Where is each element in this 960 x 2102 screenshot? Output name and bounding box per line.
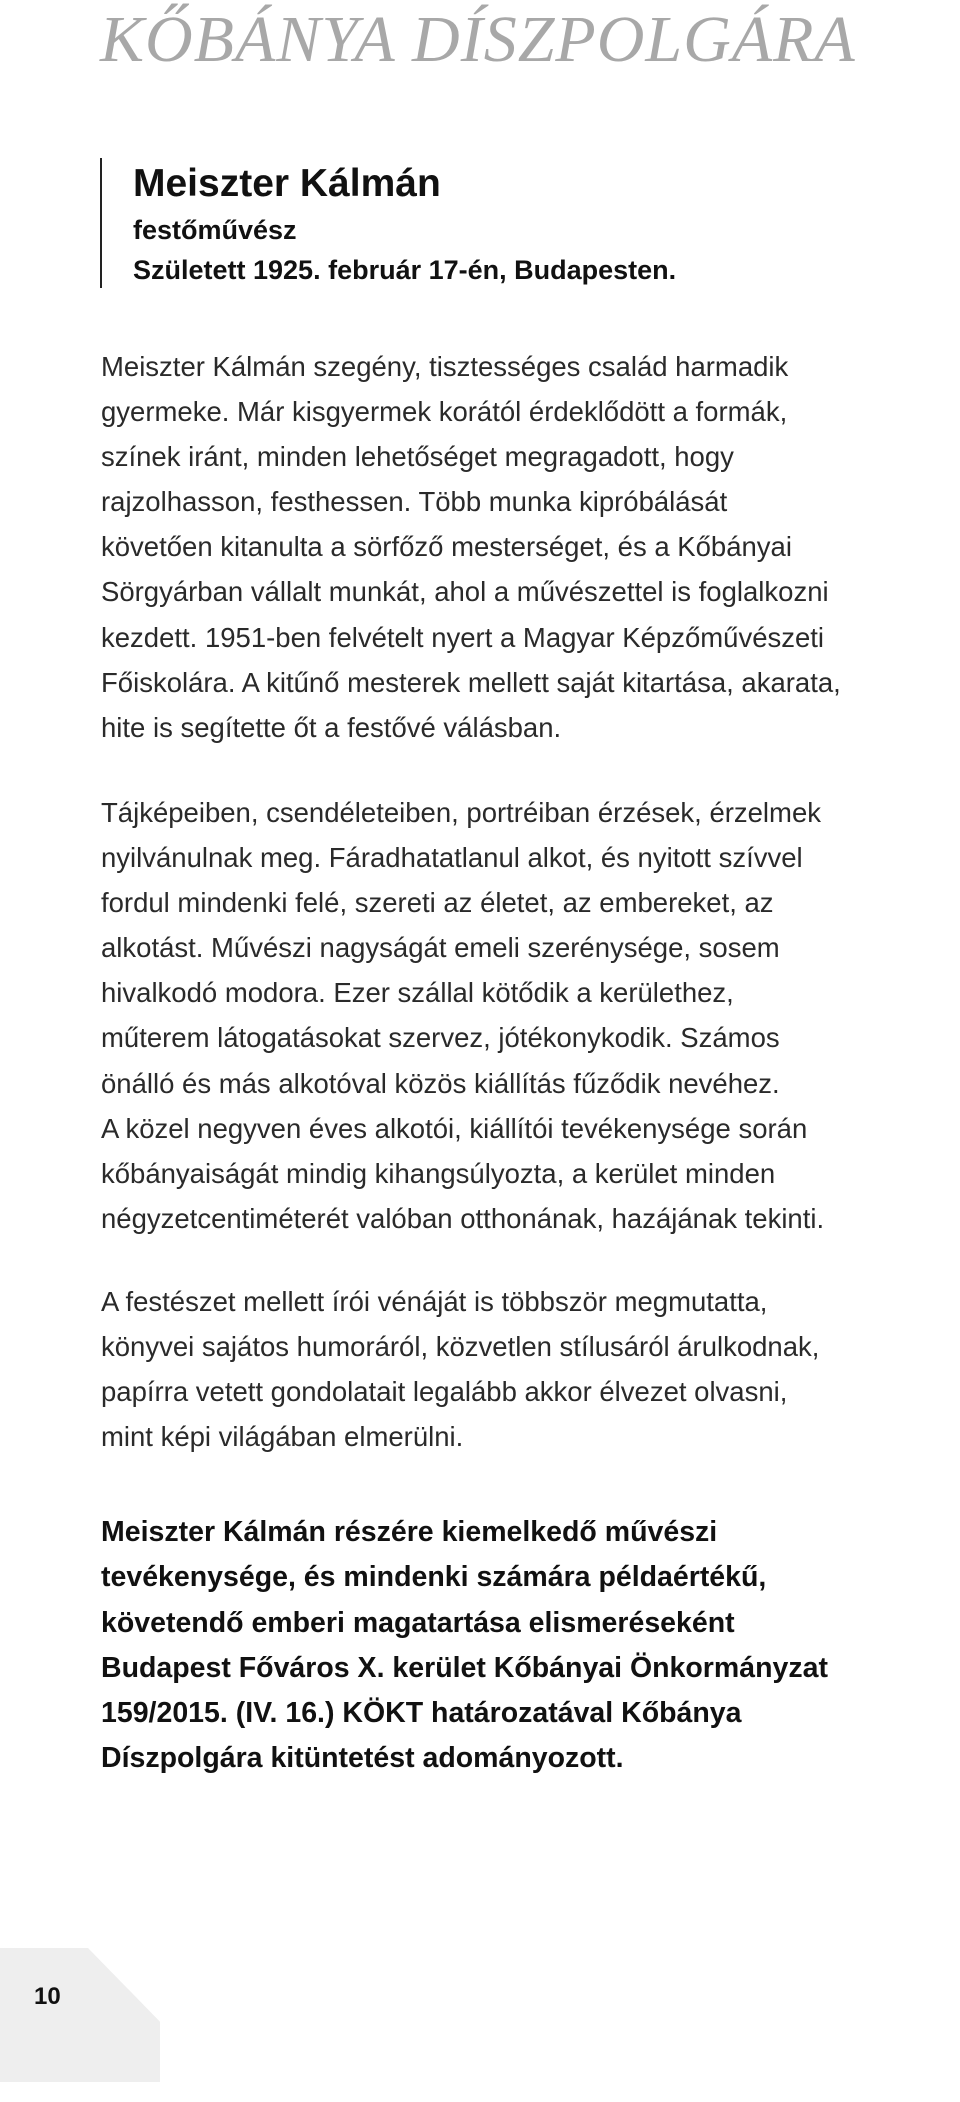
page-title: KŐBÁNYA DÍSZPOLGÁRA [100,3,856,76]
text-line: alkotást. Művészi nagyságát emeli szerénysége, sosem [101,932,780,964]
text-line: Meiszter Kálmán részére kiemelkedő művészi [101,1516,718,1548]
birth-info: Született 1925. február 17-én, Budapesten. [133,255,677,285]
text-line: önálló és más alkotóval közös kiállítás fűződik nevéhez. [101,1067,780,1099]
text-line: A festészet mellett írói vénáját is többször megmutatta, [101,1286,768,1317]
bio-header [100,158,676,288]
text-line: Főiskolára. A kitűnő mesterek mellett saját kitartása, akarata, [101,666,841,698]
paragraph-writing [101,1279,953,1459]
text-line: hite is segítette őt a festővé válásban. [101,711,562,743]
text-line: könyvei sajátos humoráról, közvetlen stílusáról árulkodnak, [101,1331,820,1363]
text-line: nyilvánulnak meg. Fáradhatatlanul alkot, és nyitott szívvel [101,842,803,874]
text-line: papírra vetett gondolatait legalább akkor élvezet olvasni, [101,1376,788,1408]
text-line: tevékenysége, és mindenki számára példaértékű, [101,1561,767,1594]
text-line: színek iránt, minden lehetőséget megragadott, hogy [101,441,734,473]
paragraph-award [101,1510,953,1782]
paragraph-artistic-work [101,790,953,1241]
person-name: Meiszter Kálmán [133,162,441,205]
text-line: Meiszter Kálmán szegény, tisztességes család harmadik [101,351,789,382]
text-line: kőbányaiságát mindig kihangsúlyozta, a kerület minden [101,1157,776,1189]
paragraph-early-life [101,344,953,750]
paragraph-text [101,790,953,1241]
text-line: kezdett. 1951-ben felvételt nyert a Magyar Képzőművészeti [101,621,825,653]
text-line: Budapest Főváros X. kerület Kőbányai Önkormányzat [101,1651,828,1684]
text-line: műterem látogatásokat szervez, jótékonykodik. Számos [101,1022,780,1054]
text-line: 159/2015. (IV. 16.) KÖKT határozatával Kőbánya [101,1697,742,1730]
person-role: festőművész [133,215,297,245]
paragraph-text [101,1279,953,1459]
page-corner-tab [0,1948,160,2082]
text-line: hivalkodó modora. Ezer szállal kötődik a kerülethez, [101,977,734,1009]
text-line: fordul mindenki felé, szereti az életet, az embereket, az [101,887,774,919]
text-line: követendő emberi magatartása elismeréseként [101,1606,735,1639]
text-line: Díszpolgára kitüntetést adományozott. [101,1742,624,1775]
paragraph-text-bold [101,1510,953,1782]
text-line: követően kitanulta a sörfőző mesterséget, és a Kőbányai [101,531,792,563]
text-line: rajzolhasson, festhessen. Több munka kipróbálását [101,486,728,518]
text-line: Sörgyárban vállalt munkát, ahol a művészettel is foglalkozni [101,576,829,608]
paragraph-text [101,344,953,750]
text-line: A közel negyven éves alkotói, kiállítói tevékenysége során [101,1112,808,1144]
text-line: gyermeke. Már kisgyermek korától érdeklődött a formák, [101,396,788,428]
page-number: 10 [34,1983,61,2010]
text-line: mint képi világában elmerülni. [101,1421,464,1453]
text-line: Tájképeiben, csendéleteiben, portréiban érzések, érzelmek [101,797,821,828]
text-line: négyzetcentiméterét valóban otthonának, hazájának tekinti. [101,1202,825,1234]
